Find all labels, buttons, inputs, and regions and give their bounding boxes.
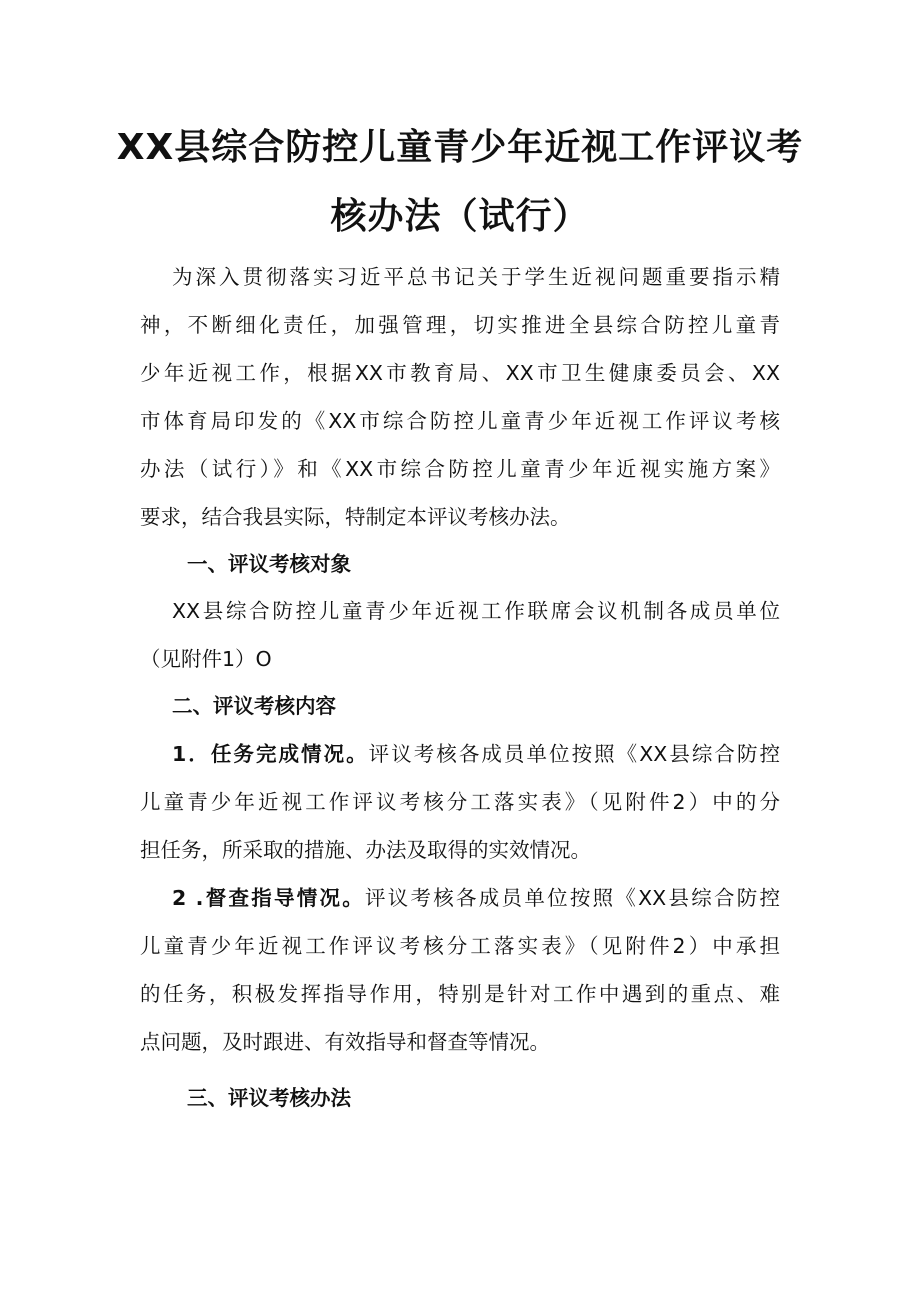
intro-line-2: 神，不断细化责任，加强管理，切实推进全县综合防控儿童青 [140,313,780,337]
item-2-line-1 [172,883,780,913]
item-2-line-3: 的任务，积极发挥指导作用，特别是针对工作中遇到的重点、难 [140,982,780,1006]
intro-line-4: 市体育局印发的《XX市综合防控儿童青少年近视工作评议考核 [140,409,780,433]
item-1-line-1 [172,739,780,769]
intro-line-6: 要求，结合我县实际，特制定本评议考核办法。 [140,505,571,529]
document-title-line-1: XX县综合防控儿童青少年近视工作评议考 [116,127,804,168]
item-2-line-4: 点问题，及时跟进、有效指导和督查等情况。 [140,1030,550,1054]
section-1-heading: 一、评议考核对象 [187,552,351,576]
document-title-line-2: 核办法（试行） [330,196,590,237]
intro-line-5: 办法（试行）》和《XX市综合防控儿童青少年近视实施方案》 [140,457,780,481]
item-1-line-3: 担任务，所采取的措施、办法及取得的实效情况。 [140,838,591,862]
item-1-line-1-text: 评议考核各成员单位按照《XX县综合防控 [368,742,781,766]
intro-line-1: 为深入贯彻落实习近平总书记关于学生近视问题重要指示精 [172,265,780,289]
item-2-line-2: 儿童青少年近视工作评议考核分工落实表》（见附件2）中承担 [140,934,780,958]
section-3-heading: 三、评议考核办法 [187,1086,351,1110]
section-2-heading: 二、评议考核内容 [172,694,336,718]
intro-line-3: 少年近视工作，根据XX市教育局、XX市卫生健康委员会、XX [140,361,780,385]
item-2-line-1-text: 评议考核各成员单位按照《XX县综合防控 [365,886,780,910]
section-1-line-1: XX县综合防控儿童青少年近视工作联席会议机制各成员单位 [172,599,780,623]
item-1-line-2: 儿童青少年近视工作评议考核分工落实表》（见附件2）中的分 [140,790,780,814]
item-2-label: 2 .督查指导情况。 [172,886,366,910]
section-1-line-2: （见附件1）O [140,647,272,671]
item-1-label: 1．任务完成情况。 [172,742,369,766]
